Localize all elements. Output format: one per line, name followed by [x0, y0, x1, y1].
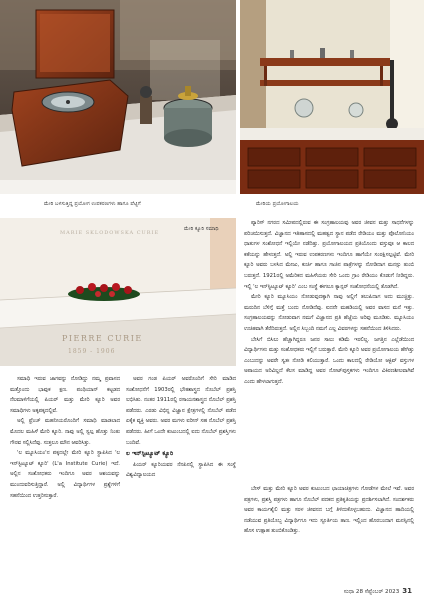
lab-photo-art [240, 0, 424, 194]
lab-photo [240, 0, 424, 194]
bottom-right-column-text [244, 484, 414, 580]
grave-years: 1859 - 1906 [68, 348, 116, 355]
instrument-caption: ಮೇರಿ ಬಳಸುತ್ತಿದ್ದ ಪ್ರಯೋಗ ಉಪಕರಣಗಳು ಹಾಗೂ ಪೆಟ್ಟಿಗೆ [44, 201, 236, 208]
right-column-text [244, 218, 414, 480]
grave-caption: ಮೇರಿ ಕ್ಯೂರಿ ಸಮಾಧಿ [184, 226, 219, 232]
instrument-photo [0, 0, 236, 194]
institute-subhead: ಲ ಇನ್‌ಸ್ಟಿಟ್ಯೂಟ್ ಕ್ಯೂರಿ [126, 450, 174, 458]
lab-caption: ಮೇರಿಯ ಪ್ರಯೋಗಾಲಯ [256, 201, 416, 208]
right-paragraph: ಪ್ಯಾರಿಸ್ ನಗರದ ಸಮೀಪದಲ್ಲಿರುವ ಈ ಸಂಗ್ರಹಾಲಯವು ಅವರ ಜೀವನ ಮತ್ತು ಸಾಧನೆಗಳನ್ನು ಪರಿಚಯಿಸುತ್ತದೆ. ವಿಜ್ಞಾನದ ಇತಿಹಾಸದಲ್ಲಿ ಮಹತ್ವದ ಸ್ಥಾನ ಪಡೆದ ರೇಡಿಯಂ ಮತ್ತು ಪೊಲೋನಿಯಂ ಧಾತುಗಳ ಸಂಶೋಧನೆ ಇಲ್ಲಿಯೇ ನಡೆದಿತ್ತು. ಪ್ರಯೋಗಾಲಯದ ಪ್ರತಿಯೊಂದು ವಸ್ತುವೂ ಆ ಕಾಲದ ಕತೆಯನ್ನು ಹೇಳುತ್ತದೆ. ಅಲ್ಲಿ ಇರುವ ಉಪಕರಣಗಳು ಇಂದಿಗೂ ಹಾಗೆಯೇ ಸಂರಕ್ಷಿಸಲ್ಪಟ್ಟಿವೆ. ಮೇರಿ ಕ್ಯೂರಿ ಅವರು ಬಳಸಿದ ಮೇಜು, ಕುರ್ಚಿ ಹಾಗೂ ಗಾಜಿನ ಪಾತ್ರೆಗಳನ್ನು ನೋಡಿದಾಗ ಮನಸ್ಸು ತುಂಬಿ ಬರುತ್ತದೆ. 1921ರಲ್ಲಿ ಅಮೆರಿಕದ ಮಹಿಳೆಯರು ಸೇರಿ ಒಂದು ಗ್ರಾಂ ರೇಡಿಯಂ ಕೊಡುಗೆ ನೀಡಿದ್ದರು. ಇಲ್ಲಿ 'ಲ ಇನ್‌ಸ್ಟಿಟ್ಯೂಟ್ ಕ್ಯೂರಿ' ಎಂಬ ಸಂಸ್ಥೆ ಈಗಲೂ ಕ್ಯಾನ್ಸರ್ ಸಂಶೋಧನೆಯಲ್ಲಿ ತೊಡಗಿದೆ. [244, 220, 414, 290]
left-paragraph: ಸಮಾಧಿ ಇರುವ ಜಾಗವನ್ನು ನೋಡಿದ್ದು ನಮ್ಮ ಪ್ರವಾಸದ ಮತ್ತೊಂದು ಭಾವುಕ ಕ್ಷಣ. ಪಂಥಿಯಾನ್ ಕಟ್ಟಡದ ನೆಲಮಾಳಿಗೆಯಲ್ಲಿ ಪಿಯರ್ ಮತ್ತು ಮೇರಿ ಕ್ಯೂರಿ ಅವರ ಸಮಾಧಿಗಳು ಅಕ್ಕಪಕ್ಕದಲ್ಲಿವೆ. [10, 376, 120, 414]
issue-label: ಸುಧಾ 28 ಸೆಪ್ಟೆಂಬರ್ 2023 [343, 589, 400, 595]
grave-top-text: MARIE SKLODOWSKA CURIE [60, 230, 160, 236]
left-paragraph: ಅಲ್ಲಿ ಫ್ರೆಂಚ್ ಮಹನೀಯರೊಂದಿಗೆ ಸಮಾಧಿ ಮಾಡಲಾದ ಮೊದಲ ಮಹಿಳೆ ಮೇರಿ ಕ್ಯೂರಿ. ನಾವು ಅಲ್ಲಿ ಸ್ವಲ್ಪ ಹೊತ್ತು ನಿಂತು ಗೌರವ ಸಲ್ಲಿಸಿದೆವು. ಸುತ್ತಲೂ ಮೌನ ಆವರಿಸಿತ್ತು. [10, 418, 120, 446]
page-footer [344, 587, 412, 596]
right-paragraph: ಬೇಸಿಗೆ ಬಿಸಿಲು ಹೆಚ್ಚಾಗಿದ್ದರೂ ಜನರ ಸಾಲು ಕಡಿಮೆ ಇರಲಿಲ್ಲ. ಜಗತ್ತಿನ ಎಲ್ಲೆಡೆಯಿಂದ ವಿದ್ಯಾರ್ಥಿಗಳು ಮತ್ತು ಸಂಶೋಧಕರು ಇಲ್ಲಿಗೆ ಬರುತ್ತಾರೆ. ಮೇರಿ ಕ್ಯೂರಿ ಅವರ ಪ್ರಯೋಗಾಲಯ ಹೇಗಿತ್ತು ಎಂಬುದನ್ನು ಅವರೇ ಸ್ವತಃ ನೋಡಿ ಕಲಿಯುತ್ತಾರೆ. ಒಂದು ಕಾಲದಲ್ಲಿ ರೇಡಿಯೋ ಆಕ್ಟಿವ್ ವಸ್ತುಗಳ ಅಪಾಯದ ಅರಿವಿಲ್ಲದೆ ಕೆಲಸ ಮಾಡಿದ್ದ ಅವರ ನೋಟ್‌ಪುಸ್ತಕಗಳು ಇಂದಿಗೂ ವಿಕಿರಣಶೀಲವಾಗಿವೆ ಎಂದು ಹೇಳಲಾಗುತ್ತದೆ. [244, 336, 414, 385]
right-paragraph: ಮೇರಿ ಕ್ಯೂರಿ ಮ್ಯೂಸಿಯಂ ನೋಡುವುದಕ್ಕಾಗಿ ನಾವು ಅಲ್ಲಿಗೆ ತಲುಪಿದಾಗ ಅದು ಮುಚ್ಚಿತ್ತು. ಮರುದಿನ ಬೆಳಿಗ್ಗೆ ಮತ್ತೆ ಬಂದು ನೋಡಿದೆವು. ಐದನೇ ಮಹಡಿಯಲ್ಲಿ ಅವರ ವಾಸದ ಮನೆ ಇತ್ತು. ಸಂಗ್ರಹಾಲಯವನ್ನು ನೋಡುವಾಗ ನಮಗೆ ವಿಜ್ಞಾನದ ಪ್ರತಿ ಹೆಜ್ಜೆಯ ಅರಿವು ಮೂಡಿತು. ಮ್ಯೂಸಿಯಂ ಉಚಿತವಾಗಿ ತೆರೆದಿರುತ್ತದೆ. ಅಲ್ಲಿನ ಸಿಬ್ಬಂದಿ ನಮಗೆ ಎಲ್ಲ ವಿವರಗಳನ್ನು ಸಹನೆಯಿಂದ ತಿಳಿಸಿದರು. [244, 294, 414, 332]
middle-paragraph: ಅವರ ಗಂಡ ಪಿಯರ್ ಅವರೊಂದಿಗೆ ಸೇರಿ ಮಾಡಿದ ಸಂಶೋಧನೆಗೆ 1903ರಲ್ಲಿ ಭೌತಶಾಸ್ತ್ರದ ನೊಬೆಲ್ ಪ್ರಶಸ್ತಿ ಲಭಿಸಿತು. ನಂತರ 1911ರಲ್ಲಿ ರಸಾಯನಶಾಸ್ತ್ರದ ನೊಬೆಲ್ ಪ್ರಶಸ್ತಿ ಪಡೆದರು. ಎರಡು ವಿಭಿನ್ನ ವಿಜ್ಞಾನ ಕ್ಷೇತ್ರಗಳಲ್ಲಿ ನೊಬೆಲ್ ಪಡೆದ ಏಕೈಕ ವ್ಯಕ್ತಿ ಅವರು. ಅವರ ಮಗಳು ಐರೀನ್ ಸಹ ನೊಬೆಲ್ ಪ್ರಶಸ್ತಿ ಪಡೆದರು. ಹೀಗೆ ಒಂದೇ ಕುಟುಂಬದಲ್ಲಿ ಐದು ನೊಬೆಲ್ ಪ್ರಶಸ್ತಿಗಳು ಬಂದಿವೆ. [126, 376, 236, 446]
left-paragraph: 'ಲ ಮ್ಯೂಸಿಯಂ'ನ ಪಕ್ಕದಲ್ಲೇ ಮೇರಿ ಕ್ಯೂರಿ ಸ್ಥಾಪಿಸಿದ 'ಲ ಇನ್‌ಸ್ಟಿಟ್ಯೂಟ್ ಕ್ಯೂರಿ' (L'a Institute Curie) ಇದೆ. ಅಲ್ಲಿನ ಸಂಶೋಧಕರು ಇಂದಿಗೂ ಅವರ ಆಶಯವನ್ನು ಮುಂದುವರಿಸುತ್ತಿದ್ದಾರೆ. ಅಲ್ಲಿ ವಿದ್ಯಾರ್ಥಿಗಳ ಪ್ರಶ್ನೆಗಳಿಗೆ ಸಹನೆಯಿಂದ ಉತ್ತರಿಸುತ್ತಾರೆ. [10, 450, 120, 499]
grave-inscription: PIERRE CURIE [62, 334, 143, 343]
bottom-left-column-text [10, 374, 120, 586]
grave-photo [0, 218, 236, 366]
grave-photo-art [0, 218, 236, 366]
right-lower-paragraph: ಬೇಸ್ ಮತ್ತು ಮೇರಿ ಕ್ಯೂರಿ ಅವರ ಕುಟುಂಬದ ಛಾಯಾಚಿತ್ರಗಳು ಗೋಡೆಗಳ ಮೇಲೆ ಇವೆ. ಅವರ ಪತ್ರಗಳು, ಪ್ರಶಸ್ತಿ ಪತ್ರಗಳು ಹಾಗೂ ನೊಬೆಲ್ ಪದಕದ ಪ್ರತಿಕೃತಿಯನ್ನು ಪ್ರದರ್ಶಿಸಲಾಗಿದೆ. ಸಂದರ್ಶಕರು ಅವರ ಕಾರ್ಯಶೈಲಿ ಮತ್ತು ಸರಳ ಜೀವನದ ಬಗ್ಗೆ ತಿಳಿದುಕೊಳ್ಳಬಹುದು. ವಿಜ್ಞಾನದ ಹಾದಿಯಲ್ಲಿ ನಡೆಯುವ ಪ್ರತಿಯೊಬ್ಬ ವಿದ್ಯಾರ್ಥಿಗೂ ಇದು ಸ್ಫೂರ್ತಿಯ ತಾಣ. ಇಲ್ಲಿಂದ ಹೊರಬಂದಾಗ ಮನಸ್ಸಿನಲ್ಲಿ ಹೊಸ ಉತ್ಸಾಹ ತುಂಬಿಕೊಂಡಿತ್ತು. [244, 486, 414, 535]
bottom-middle-column-text [126, 374, 236, 586]
instrument-photo-art [0, 0, 236, 194]
page-number: 31 [402, 587, 412, 595]
middle-paragraph: ಪಿಯರ್ ಕ್ಯೂರಿಯವರ ನೆನಪಿನಲ್ಲಿ ಸ್ಥಾಪಿಸಿದ ಈ ಸಂಸ್ಥೆ ವಿಶ್ವವಿದ್ಯಾಲಯದ [126, 461, 236, 479]
